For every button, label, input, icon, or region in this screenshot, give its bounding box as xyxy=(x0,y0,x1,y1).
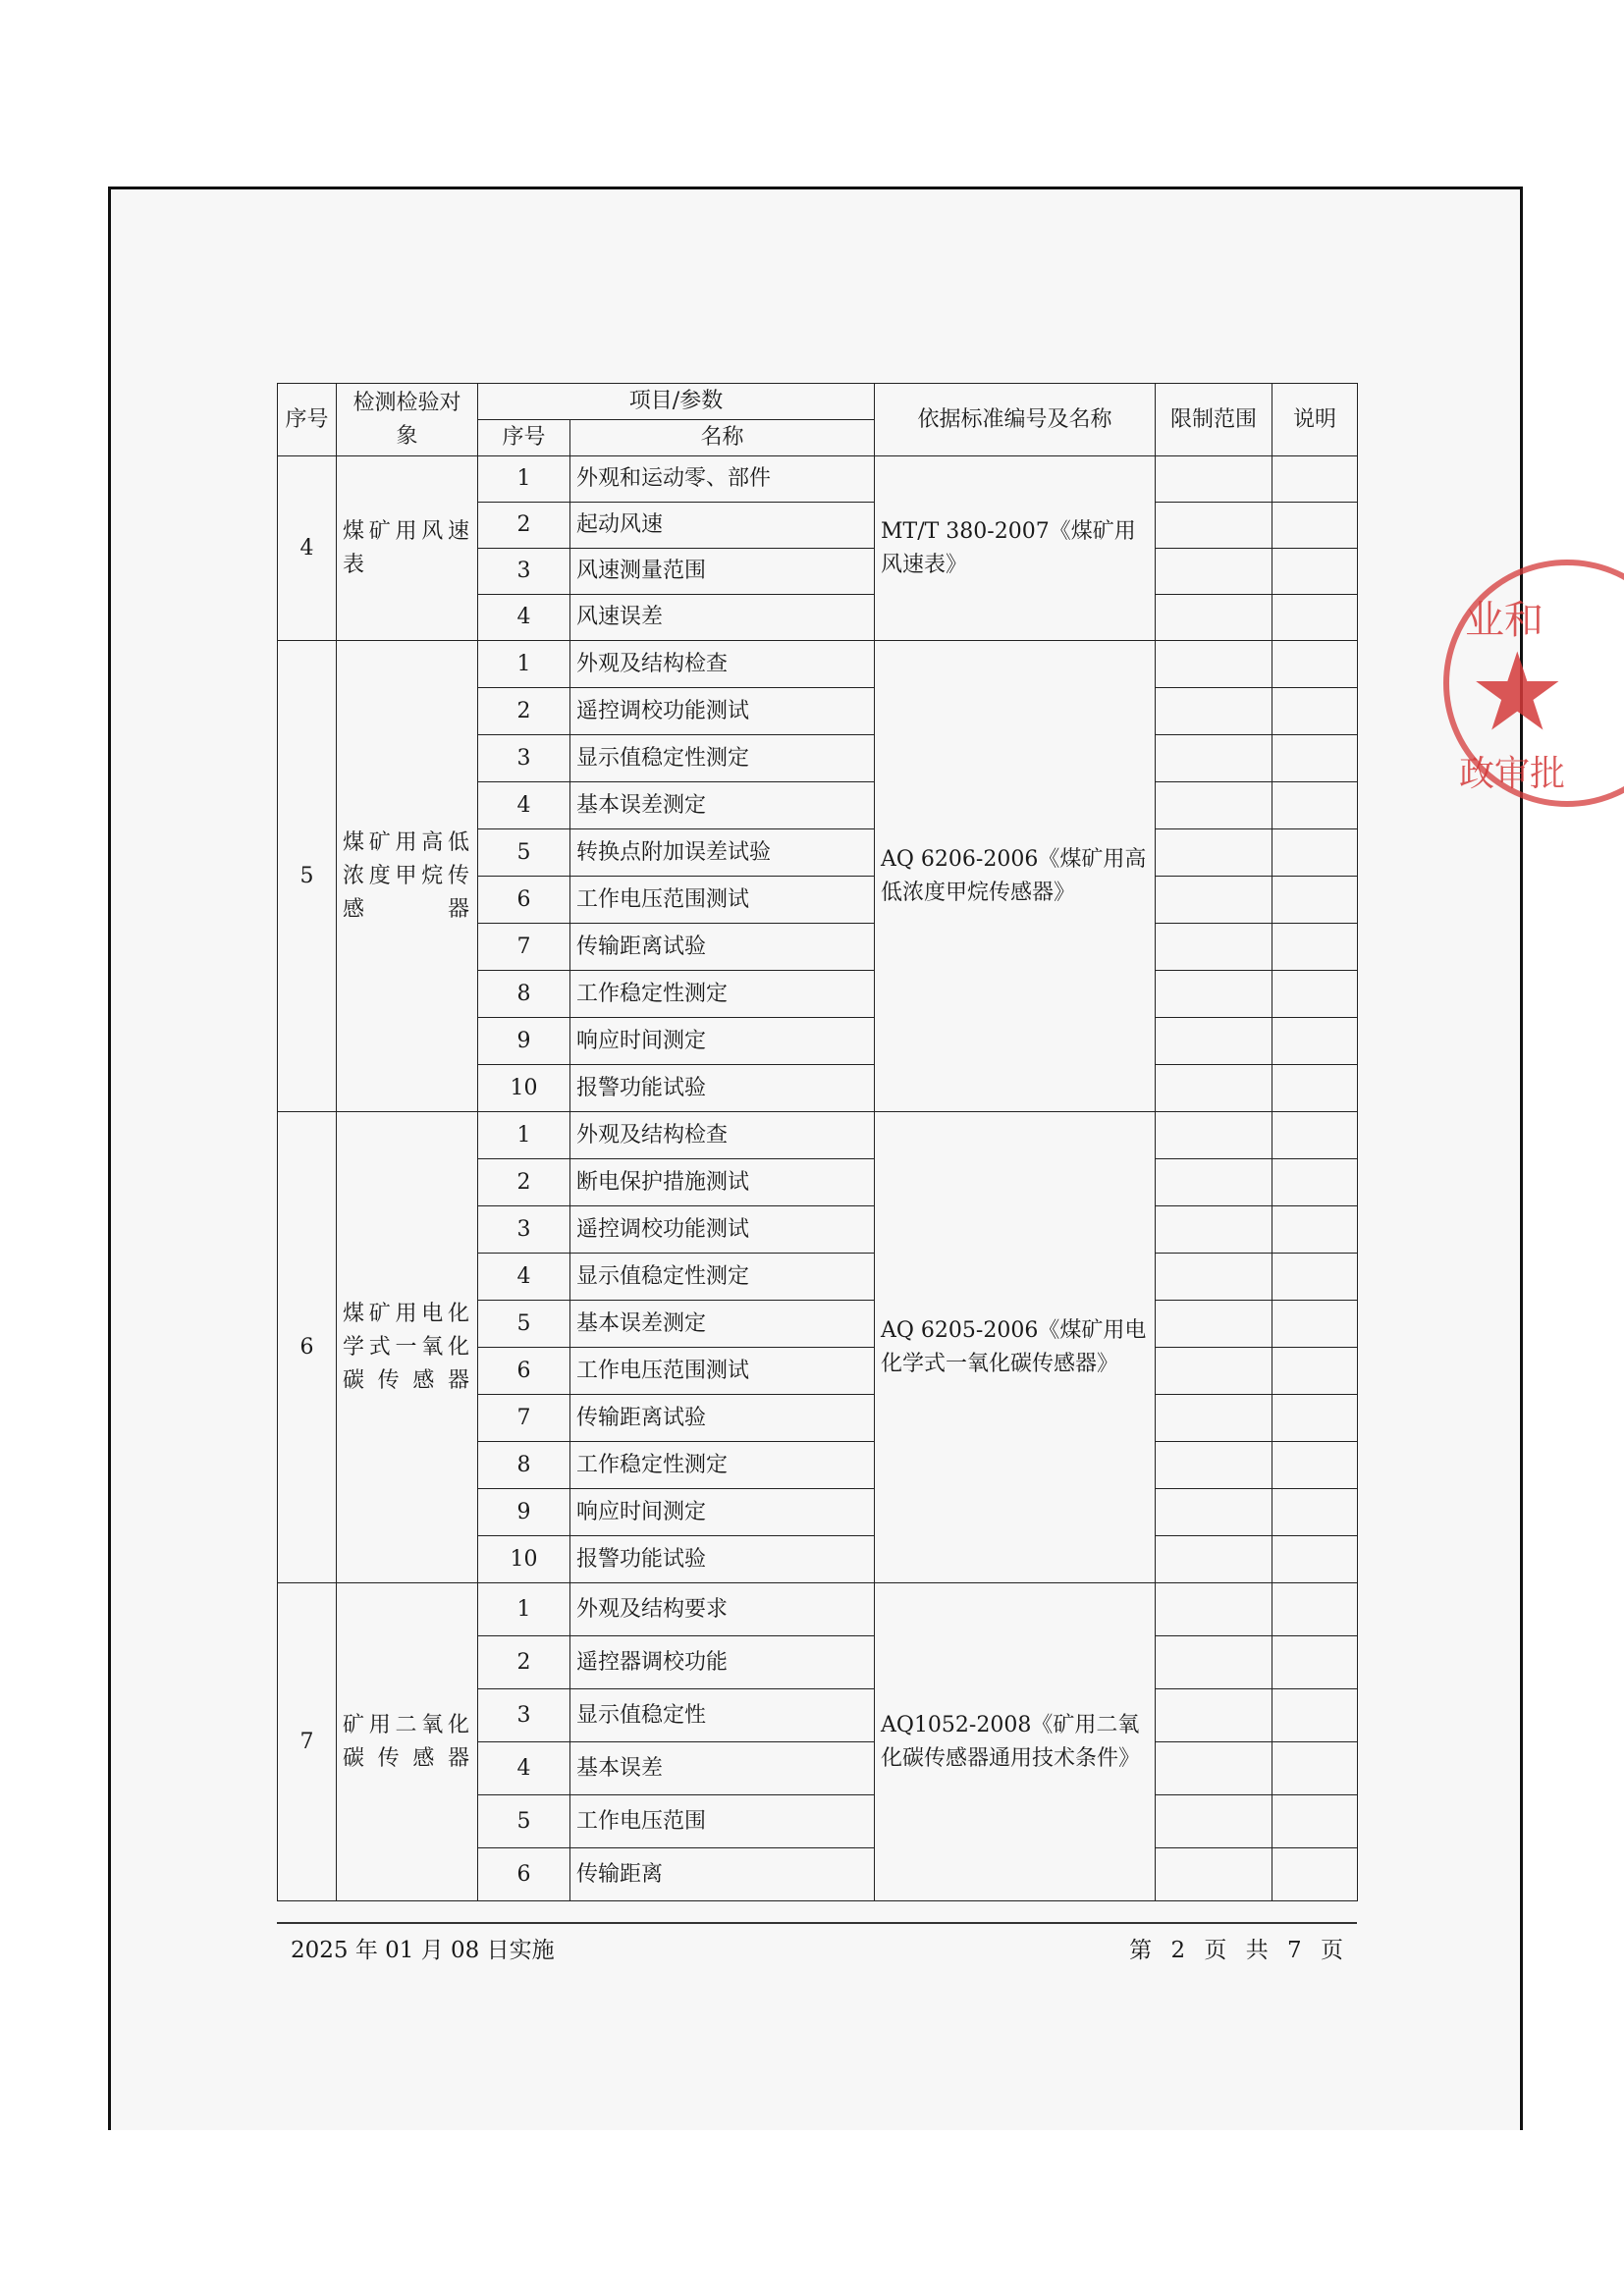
item-name-cell: 工作稳定性测定 xyxy=(570,1442,875,1489)
item-no-cell: 8 xyxy=(478,1442,570,1489)
item-name-cell: 起动风速 xyxy=(570,503,875,549)
item-name-cell: 外观及结构要求 xyxy=(570,1583,875,1636)
note-cell xyxy=(1272,1742,1358,1795)
item-name-cell: 遥控器调校功能 xyxy=(570,1636,875,1689)
footer-page-number: 第 2 页 共 7 页 xyxy=(1129,1938,1349,1963)
group-standard-cell: AQ1052-2008《矿用二氧化碳传感器通用技术条件》 xyxy=(875,1583,1156,1901)
limit-cell xyxy=(1156,1254,1272,1301)
note-cell xyxy=(1272,688,1358,735)
note-cell xyxy=(1272,1206,1358,1254)
note-cell xyxy=(1272,1583,1358,1636)
header-sub-name: 名称 xyxy=(570,420,875,456)
limit-cell xyxy=(1156,688,1272,735)
note-cell xyxy=(1272,1395,1358,1442)
note-cell xyxy=(1272,877,1358,924)
item-no-cell: 8 xyxy=(478,971,570,1018)
item-no-cell: 2 xyxy=(478,688,570,735)
page-margin-top xyxy=(0,0,1624,187)
item-name-cell: 转换点附加误差试验 xyxy=(570,829,875,877)
item-no-cell: 1 xyxy=(478,456,570,503)
limit-cell xyxy=(1156,549,1272,595)
header-sub-seq: 序号 xyxy=(478,420,570,456)
item-no-cell: 6 xyxy=(478,1348,570,1395)
inspection-items-table xyxy=(277,383,1358,1901)
item-name-cell: 断电保护措施测试 xyxy=(570,1159,875,1206)
header-standard: 依据标准编号及名称 xyxy=(875,384,1156,456)
item-no-cell: 3 xyxy=(478,1689,570,1742)
limit-cell xyxy=(1156,1489,1272,1536)
group-object-cell: 煤矿用风速表 xyxy=(337,456,478,641)
note-cell xyxy=(1272,1301,1358,1348)
limit-cell xyxy=(1156,1348,1272,1395)
group-standard-cell: AQ 6206-2006《煤矿用高低浓度甲烷传感器》 xyxy=(875,641,1156,1112)
item-no-cell: 3 xyxy=(478,549,570,595)
note-cell xyxy=(1272,641,1358,688)
limit-cell xyxy=(1156,595,1272,641)
limit-cell xyxy=(1156,1742,1272,1795)
limit-cell xyxy=(1156,1395,1272,1442)
limit-cell xyxy=(1156,1689,1272,1742)
group-standard-cell: AQ 6205-2006《煤矿用电化学式一氧化碳传感器》 xyxy=(875,1112,1156,1583)
item-no-cell: 3 xyxy=(478,1206,570,1254)
note-cell xyxy=(1272,1254,1358,1301)
limit-cell xyxy=(1156,1583,1272,1636)
item-no-cell: 7 xyxy=(478,924,570,971)
item-no-cell: 2 xyxy=(478,1636,570,1689)
note-cell xyxy=(1272,829,1358,877)
item-no-cell: 10 xyxy=(478,1536,570,1583)
item-no-cell: 2 xyxy=(478,503,570,549)
group-seq-cell: 5 xyxy=(278,641,337,1112)
seal-text-top: 业和 xyxy=(1465,598,1543,643)
note-cell xyxy=(1272,1018,1358,1065)
item-name-cell: 传输距离试验 xyxy=(570,1395,875,1442)
item-no-cell: 5 xyxy=(478,1795,570,1848)
item-name-cell: 响应时间测定 xyxy=(570,1489,875,1536)
item-no-cell: 1 xyxy=(478,1583,570,1636)
note-cell xyxy=(1272,1489,1358,1536)
table-row xyxy=(278,641,1358,688)
footer-rule xyxy=(277,1922,1357,1924)
item-no-cell: 5 xyxy=(478,829,570,877)
note-cell xyxy=(1272,971,1358,1018)
item-no-cell: 6 xyxy=(478,1848,570,1901)
limit-cell xyxy=(1156,1636,1272,1689)
note-cell xyxy=(1272,1689,1358,1742)
limit-cell xyxy=(1156,1536,1272,1583)
seal-star-icon: ★ xyxy=(1469,629,1566,755)
item-no-cell: 2 xyxy=(478,1159,570,1206)
table-row xyxy=(278,456,1358,503)
group-standard-cell: MT/T 380-2007《煤矿用风速表》 xyxy=(875,456,1156,641)
header-seq: 序号 xyxy=(278,384,337,456)
limit-cell xyxy=(1156,971,1272,1018)
item-no-cell: 1 xyxy=(478,641,570,688)
item-name-cell: 遥控调校功能测试 xyxy=(570,1206,875,1254)
limit-cell xyxy=(1156,782,1272,829)
limit-cell xyxy=(1156,1442,1272,1489)
footer-effective-date: 2025 年 01 月 08 日实施 xyxy=(291,1938,555,1963)
item-name-cell: 工作电压范围 xyxy=(570,1795,875,1848)
note-cell xyxy=(1272,1348,1358,1395)
note-cell xyxy=(1272,735,1358,782)
item-name-cell: 显示值稳定性测定 xyxy=(570,735,875,782)
header-object: 检测检验对象 xyxy=(337,384,478,456)
item-no-cell: 4 xyxy=(478,782,570,829)
group-object-cell: 煤矿用高低浓度甲烷传感器 xyxy=(337,641,478,1112)
note-cell xyxy=(1272,595,1358,641)
scan-edge-top xyxy=(110,187,1522,189)
note-cell xyxy=(1272,456,1358,503)
note-cell xyxy=(1272,924,1358,971)
item-name-cell: 传输距离 xyxy=(570,1848,875,1901)
item-no-cell: 5 xyxy=(478,1301,570,1348)
note-cell xyxy=(1272,1636,1358,1689)
item-name-cell: 显示值稳定性测定 xyxy=(570,1254,875,1301)
item-name-cell: 工作电压范围测试 xyxy=(570,1348,875,1395)
item-name-cell: 基本误差测定 xyxy=(570,1301,875,1348)
limit-cell xyxy=(1156,829,1272,877)
table-header-row xyxy=(278,384,1358,420)
limit-cell xyxy=(1156,1206,1272,1254)
limit-cell xyxy=(1156,877,1272,924)
item-no-cell: 4 xyxy=(478,595,570,641)
limit-cell xyxy=(1156,456,1272,503)
item-name-cell: 遥控调校功能测试 xyxy=(570,688,875,735)
note-cell xyxy=(1272,1112,1358,1159)
limit-cell xyxy=(1156,1848,1272,1901)
group-object-cell: 煤矿用电化学式一氧化碳传感器 xyxy=(337,1112,478,1583)
group-seq-cell: 6 xyxy=(278,1112,337,1583)
table-row xyxy=(278,1112,1358,1159)
note-cell xyxy=(1272,1442,1358,1489)
item-name-cell: 风速测量范围 xyxy=(570,549,875,595)
item-no-cell: 9 xyxy=(478,1489,570,1536)
limit-cell xyxy=(1156,1065,1272,1112)
item-name-cell: 响应时间测定 xyxy=(570,1018,875,1065)
note-cell xyxy=(1272,503,1358,549)
item-name-cell: 外观及结构检查 xyxy=(570,1112,875,1159)
item-name-cell: 传输距离试验 xyxy=(570,924,875,971)
item-no-cell: 3 xyxy=(478,735,570,782)
group-seq-cell: 7 xyxy=(278,1583,337,1901)
note-cell xyxy=(1272,782,1358,829)
item-name-cell: 基本误差 xyxy=(570,1742,875,1795)
header-note: 说明 xyxy=(1272,384,1358,456)
limit-cell xyxy=(1156,1112,1272,1159)
header-limit: 限制范围 xyxy=(1156,384,1272,456)
limit-cell xyxy=(1156,641,1272,688)
item-name-cell: 显示值稳定性 xyxy=(570,1689,875,1742)
item-name-cell: 报警功能试验 xyxy=(570,1065,875,1112)
item-no-cell: 4 xyxy=(478,1254,570,1301)
note-cell xyxy=(1272,1159,1358,1206)
note-cell xyxy=(1272,549,1358,595)
item-name-cell: 工作稳定性测定 xyxy=(570,971,875,1018)
limit-cell xyxy=(1156,735,1272,782)
note-cell xyxy=(1272,1795,1358,1848)
scan-edge-left xyxy=(108,187,111,2130)
limit-cell xyxy=(1156,1018,1272,1065)
note-cell xyxy=(1272,1848,1358,1901)
group-object-cell: 矿用二氧化碳传感器 xyxy=(337,1583,478,1901)
item-no-cell: 10 xyxy=(478,1065,570,1112)
table-row xyxy=(278,1583,1358,1636)
item-name-cell: 外观及结构检查 xyxy=(570,641,875,688)
item-name-cell: 工作电压范围测试 xyxy=(570,877,875,924)
group-seq-cell: 4 xyxy=(278,456,337,641)
item-no-cell: 9 xyxy=(478,1018,570,1065)
limit-cell xyxy=(1156,1795,1272,1848)
limit-cell xyxy=(1156,1159,1272,1206)
limit-cell xyxy=(1156,503,1272,549)
item-name-cell: 报警功能试验 xyxy=(570,1536,875,1583)
header-params: 项目/参数 xyxy=(478,384,875,420)
item-no-cell: 4 xyxy=(478,1742,570,1795)
note-cell xyxy=(1272,1536,1358,1583)
seal-text-bottom: 政审批 xyxy=(1459,754,1566,794)
limit-cell xyxy=(1156,1301,1272,1348)
item-no-cell: 7 xyxy=(478,1395,570,1442)
item-no-cell: 1 xyxy=(478,1112,570,1159)
limit-cell xyxy=(1156,924,1272,971)
item-name-cell: 风速误差 xyxy=(570,595,875,641)
item-name-cell: 基本误差测定 xyxy=(570,782,875,829)
item-no-cell: 6 xyxy=(478,877,570,924)
scan-edge-right xyxy=(1520,187,1523,2130)
item-name-cell: 外观和运动零、部件 xyxy=(570,456,875,503)
note-cell xyxy=(1272,1065,1358,1112)
